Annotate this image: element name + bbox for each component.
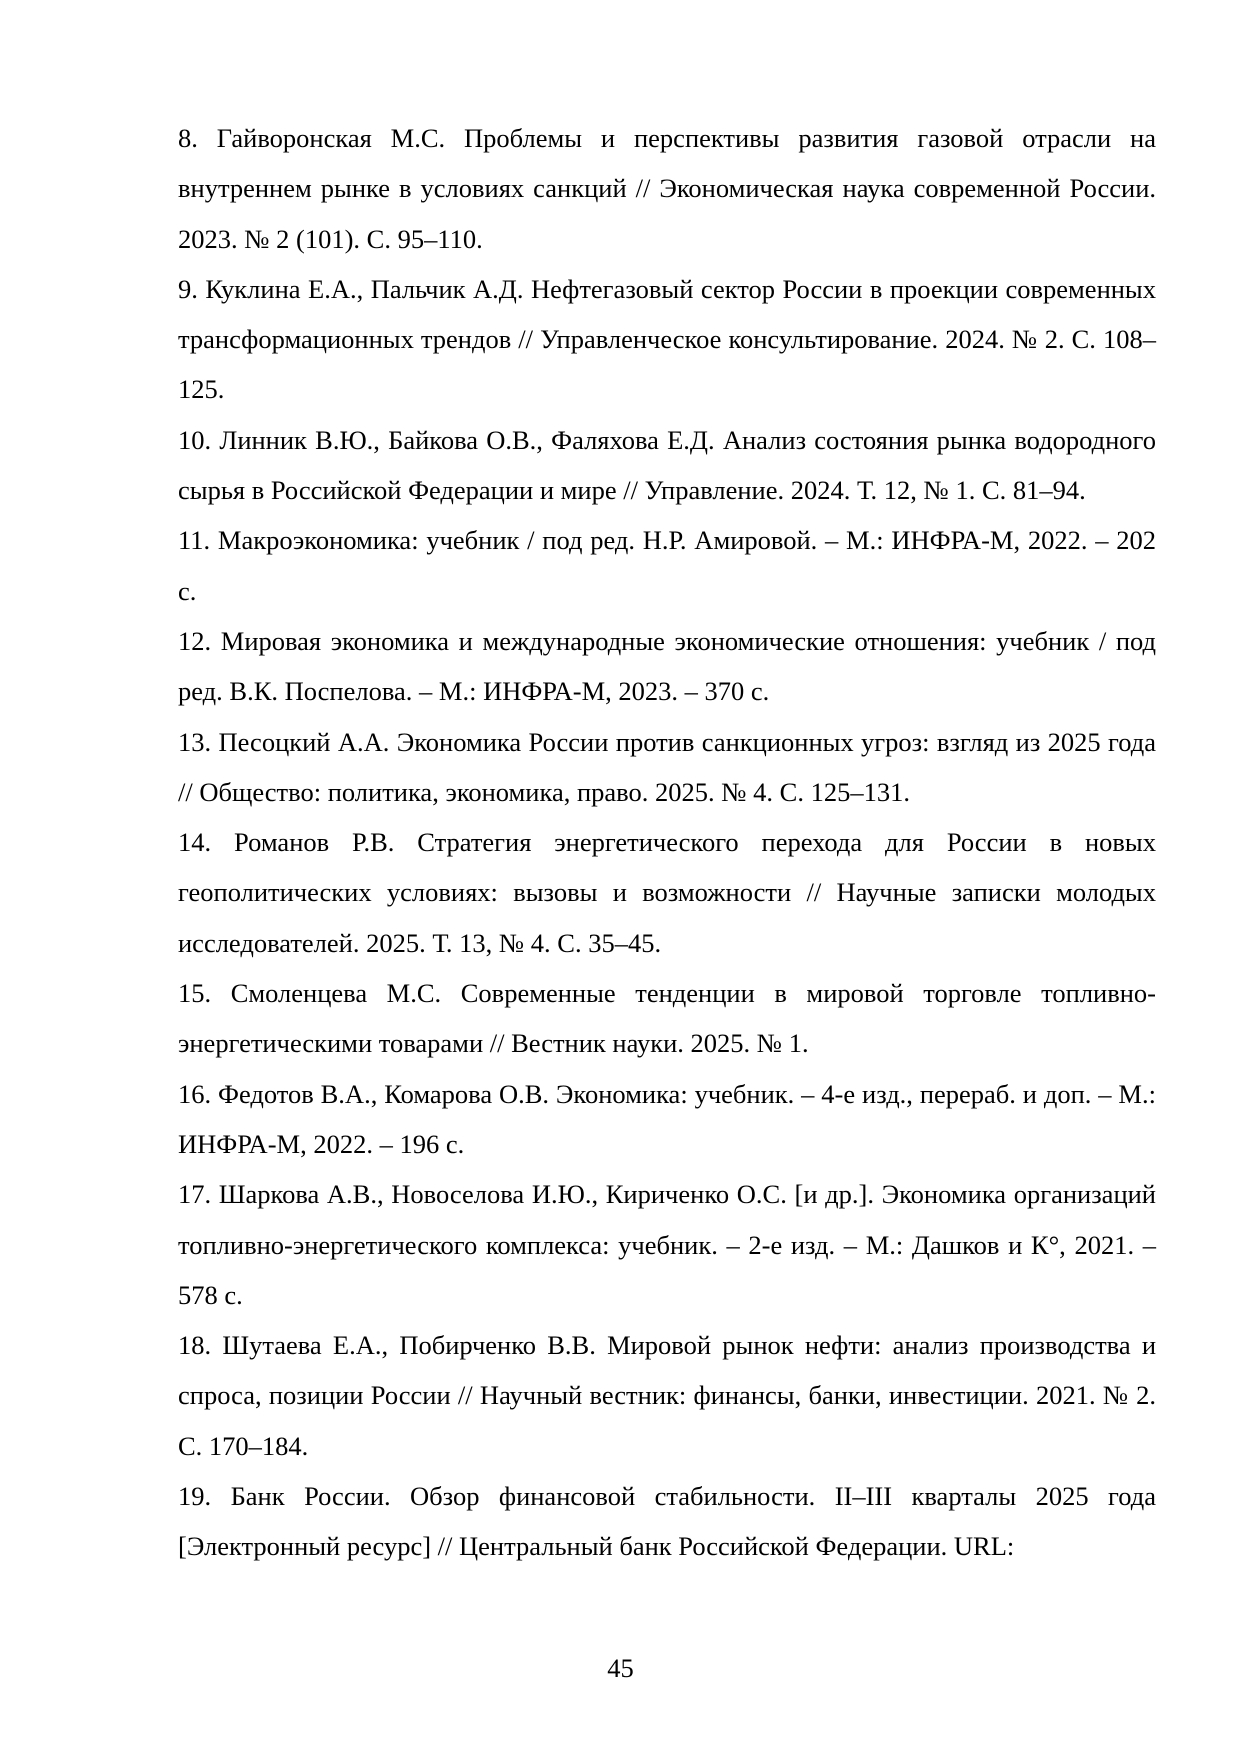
reference-item-18: 18. Шутаева Е.А., Побирченко В.В. Мировой рынок нефти: анализ производства и спроса, позиции России // Научный вестник: финансы, банки, инвестиции. 2021. № 2. С. 170–184.: [178, 1330, 1156, 1461]
reference-item-14: 14. Романов Р.В. Стратегия энергетического перехода для России в новых геополитических условиях: вызовы и возможности // Научные записки молодых исследователей. 2025. Т. 13, № 4. С. 35–45.: [178, 827, 1156, 958]
reference-item-9: 9. Куклина Е.А., Пальчик А.Д. Нефтегазовый сектор России в проекции современных трансформационных трендов // Управленческое консультирование. 2024. № 2. С. 108–125.: [178, 273, 1156, 405]
reference-item-10: 10. Линник В.Ю., Байкова О.В., Фаляхова Е.Д. Анализ состояния рынка водородного сырья в Российской Федерации и мире // Управление. 2024. Т. 12, № 1. С. 81–94.: [178, 424, 1156, 506]
reference-item-11: 11. Макроэкономика: учебник / под ред. Н.Р. Амировой. – М.: ИНФРА-М, 2022. – 202 с.: [178, 525, 1156, 606]
reference-item-17: 17. Шаркова А.В., Новоселова И.Ю., Кириченко О.С. [и др.]. Экономика организаций топливно-энергетического комплекса: учебник. – 2-е изд. – М.: Дашков и К°, 2021. – 578 с.: [178, 1179, 1156, 1310]
reference-item-13: 13. Песоцкий А.А. Экономика России против санкционных угроз: взгляд из 2025 года // Общество: политика, экономика, право. 2025. № 4. С. 125–131.: [178, 726, 1156, 807]
reference-item-16: 16. Федотов В.А., Комарова О.В. Экономика: учебник. – 4-е изд., перераб. и доп. – М.: ИНФРА-М, 2022. – 196 с.: [178, 1078, 1156, 1159]
reference-item-15: 15. Смоленцева М.С. Современные тенденции в мировой торговле топливно-энергетическими товарами // Вестник науки. 2025. № 1.: [178, 978, 1156, 1059]
page-number: 45: [607, 1653, 634, 1683]
reference-item-12: 12. Мировая экономика и международные экономические отношения: учебник / под ред. В.К. Поспелова. – М.: ИНФРА-М, 2023. – 370 с.: [178, 625, 1156, 707]
reference-list: [178, 113, 1156, 1572]
reference-item-8: 8. Гайворонская М.С. Проблемы и перспективы развития газовой отрасли на внутреннем рынке в условиях санкций // Экономическая наука современной России. 2023. № 2 (101). С. 95–110.: [178, 123, 1156, 254]
reference-item-19: 19. Банк России. Обзор финансовой стабильности. II–III кварталы 2025 года [Электронный ресурс] // Центральный банк Российской Федерации. URL:: [178, 1481, 1156, 1562]
